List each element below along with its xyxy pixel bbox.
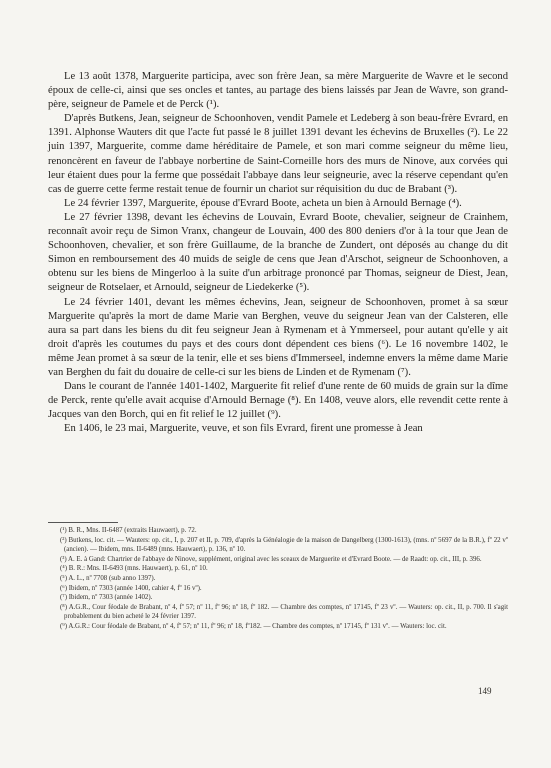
paragraph: Dans le courant de l'année 1401-1402, Marguerite fit relief d'une rente de 60 muids de grain sur la dîme de Perck, rente qu'elle avait acquise d'Arnould Bernage (⁸). En 1408, veuve alors, elle revendit cette rente à Jacques van den Borch, qui en fit relief le 12 juillet (⁹). — [48, 381, 508, 421]
footnote: (⁶) Ibidem, nº 7303 (année 1400, cahier 4, fº 16 vº). — [60, 584, 202, 592]
footnote: (²) Butkens, loc. cit. — Wauters: op. cit., I, p. 207 et II, p. 709, d'après la Généalogie de la maison de Dangelberg (1300-1613), (mns. nº 5697 de la B.R.), fº 22 vº (ancien). — Ibidem, mns. II-6489 (mns. Hauwaert), p. 136, nº 10. — [60, 536, 508, 554]
footnote: (⁴) B. R.: Mns. II-6493 (mns. Hauwaert), p. 61, nº 10. — [60, 565, 208, 573]
paragraph: Le 13 août 1378, Marguerite participa, avec son frère Jean, sa mère Marguerite de Wavre et le second époux de celle-ci, ainsi que ses oncles et tantes, au partage des biens laissés par Jean de Wavre, son grand-père, seigneur de Pamele et de Perck (¹). — [48, 71, 508, 111]
paragraph: D'après Butkens, Jean, seigneur de Schoonhoven, vendit Pamele et Ledeberg à son beau-frère Evrard, en 1391. Alphonse Wauters dit que l'acte fut passé le 8 juillet 1391 devant les échevins de Bruxelles (²). Le 22 juin 1397, Marguerite, comme dame héréditaire de Pamele, et son mari comme seigneur du même lieu, renoncèrent en faveur de l'abbaye norbertine de Saint-Corneille hors des murs de Ninove, aux corvées qui leur étaient dues pour la ferme que possédait l'abbaye dans leur seigneurie, avec la réserve cependant qu'en cas de guerre cette ferme restait tenue de fournir un chariot sur réquisition du duc de Brabant (³). — [48, 113, 508, 195]
paragraph: Le 24 février 1397, Marguerite, épouse d'Evrard Boote, acheta un bien à Arnould Bernage (⁴). — [64, 197, 462, 209]
paragraph: En 1406, le 23 mai, Marguerite, veuve, et son fils Evrard, firent une promesse à Jean — [64, 423, 423, 435]
page-number: 149 — [478, 686, 492, 696]
footnotes — [48, 526, 508, 632]
paragraph: Le 27 février 1398, devant les échevins de Louvain, Evrard Boote, chevalier, seigneur de Crainhem, reconnaît avoir reçu de Simon Vranx, changeur de Louvain, 400 des 800 deniers d'or à la tour que Jean de Schoonhoven, chevalier, et son frère Guillaume, de la branche de Zundert, ont déposés au change du dit Simon en remboursement des 40 muids de seigle de cens que Jean d'Arschot, seigneur de Schoonhoven, a obtenu sur les biens de Mingerloo à la suite d'un arbitrage prononcé par Thomas, seigneur de Diest, Jean, seigneur de Rotselaer, et Arnould, seigneur de Liedekerke (⁵). — [48, 211, 508, 294]
footnote: (⁵) A. L., nº 7708 (sub anno 1397). — [60, 574, 156, 582]
footnote-divider — [48, 522, 118, 523]
footnote: (⁷) Ibidem, nº 7303 (année 1402). — [60, 594, 153, 602]
paragraph: Le 24 février 1401, devant les mêmes échevins, Jean, seigneur de Schoonhoven, promet à sa sœur Marguerite qu'après la mort de dame Marie van Berghen, veuve du seigneur Jean van der Calsteren, elle aura sa part dans les biens du dit feu seigneur Jean à Rymenam et à Ymmerseel, pour autant qu'elle y ait droit d'après les coutumes du pays et des cours dont dépendent ces biens (⁶). Le 16 novembre 1402, le même Jean promet à sa sœur de la tenir, elle et ses biens d'Immerseel, indemne envers la même dame Marie van Berghen du fait du douaire de celle-ci sur les biens de Linden et de Rymenam (⁷). — [48, 296, 508, 378]
footnote: (⁸) A.G.R., Cour féodale de Brabant, nº 4, fº 57; nº 11, fº 96; nº 18, fº 182. — Chambre des comptes, nº 17145, fº 23 vº. — Wauters: op. cit., II, p. 700. Il s'agit probablement du bien acheté le 24 février 1397. — [60, 603, 508, 621]
body-text — [48, 70, 508, 436]
footnote: (¹) B. R., Mns. II-6487 (extraits Hauwaert), p. 72. — [60, 527, 197, 534]
footnote: (³) A. E. à Gand: Chartrier de l'abbaye de Ninove, supplément, original avec les sceaux de Marguerite et d'Evrard Boote. — de Raadt: op. cit., III, p. 396. — [60, 555, 482, 563]
footnote: (⁹) A.G.R.: Cour féodale de Brabant, nº 4, fº 57; nº 11, fº 96; nº 18, fº182. — Chambre des comptes, nº 17145, fº 131 vº. — Wauters: loc. cit. — [60, 622, 447, 630]
